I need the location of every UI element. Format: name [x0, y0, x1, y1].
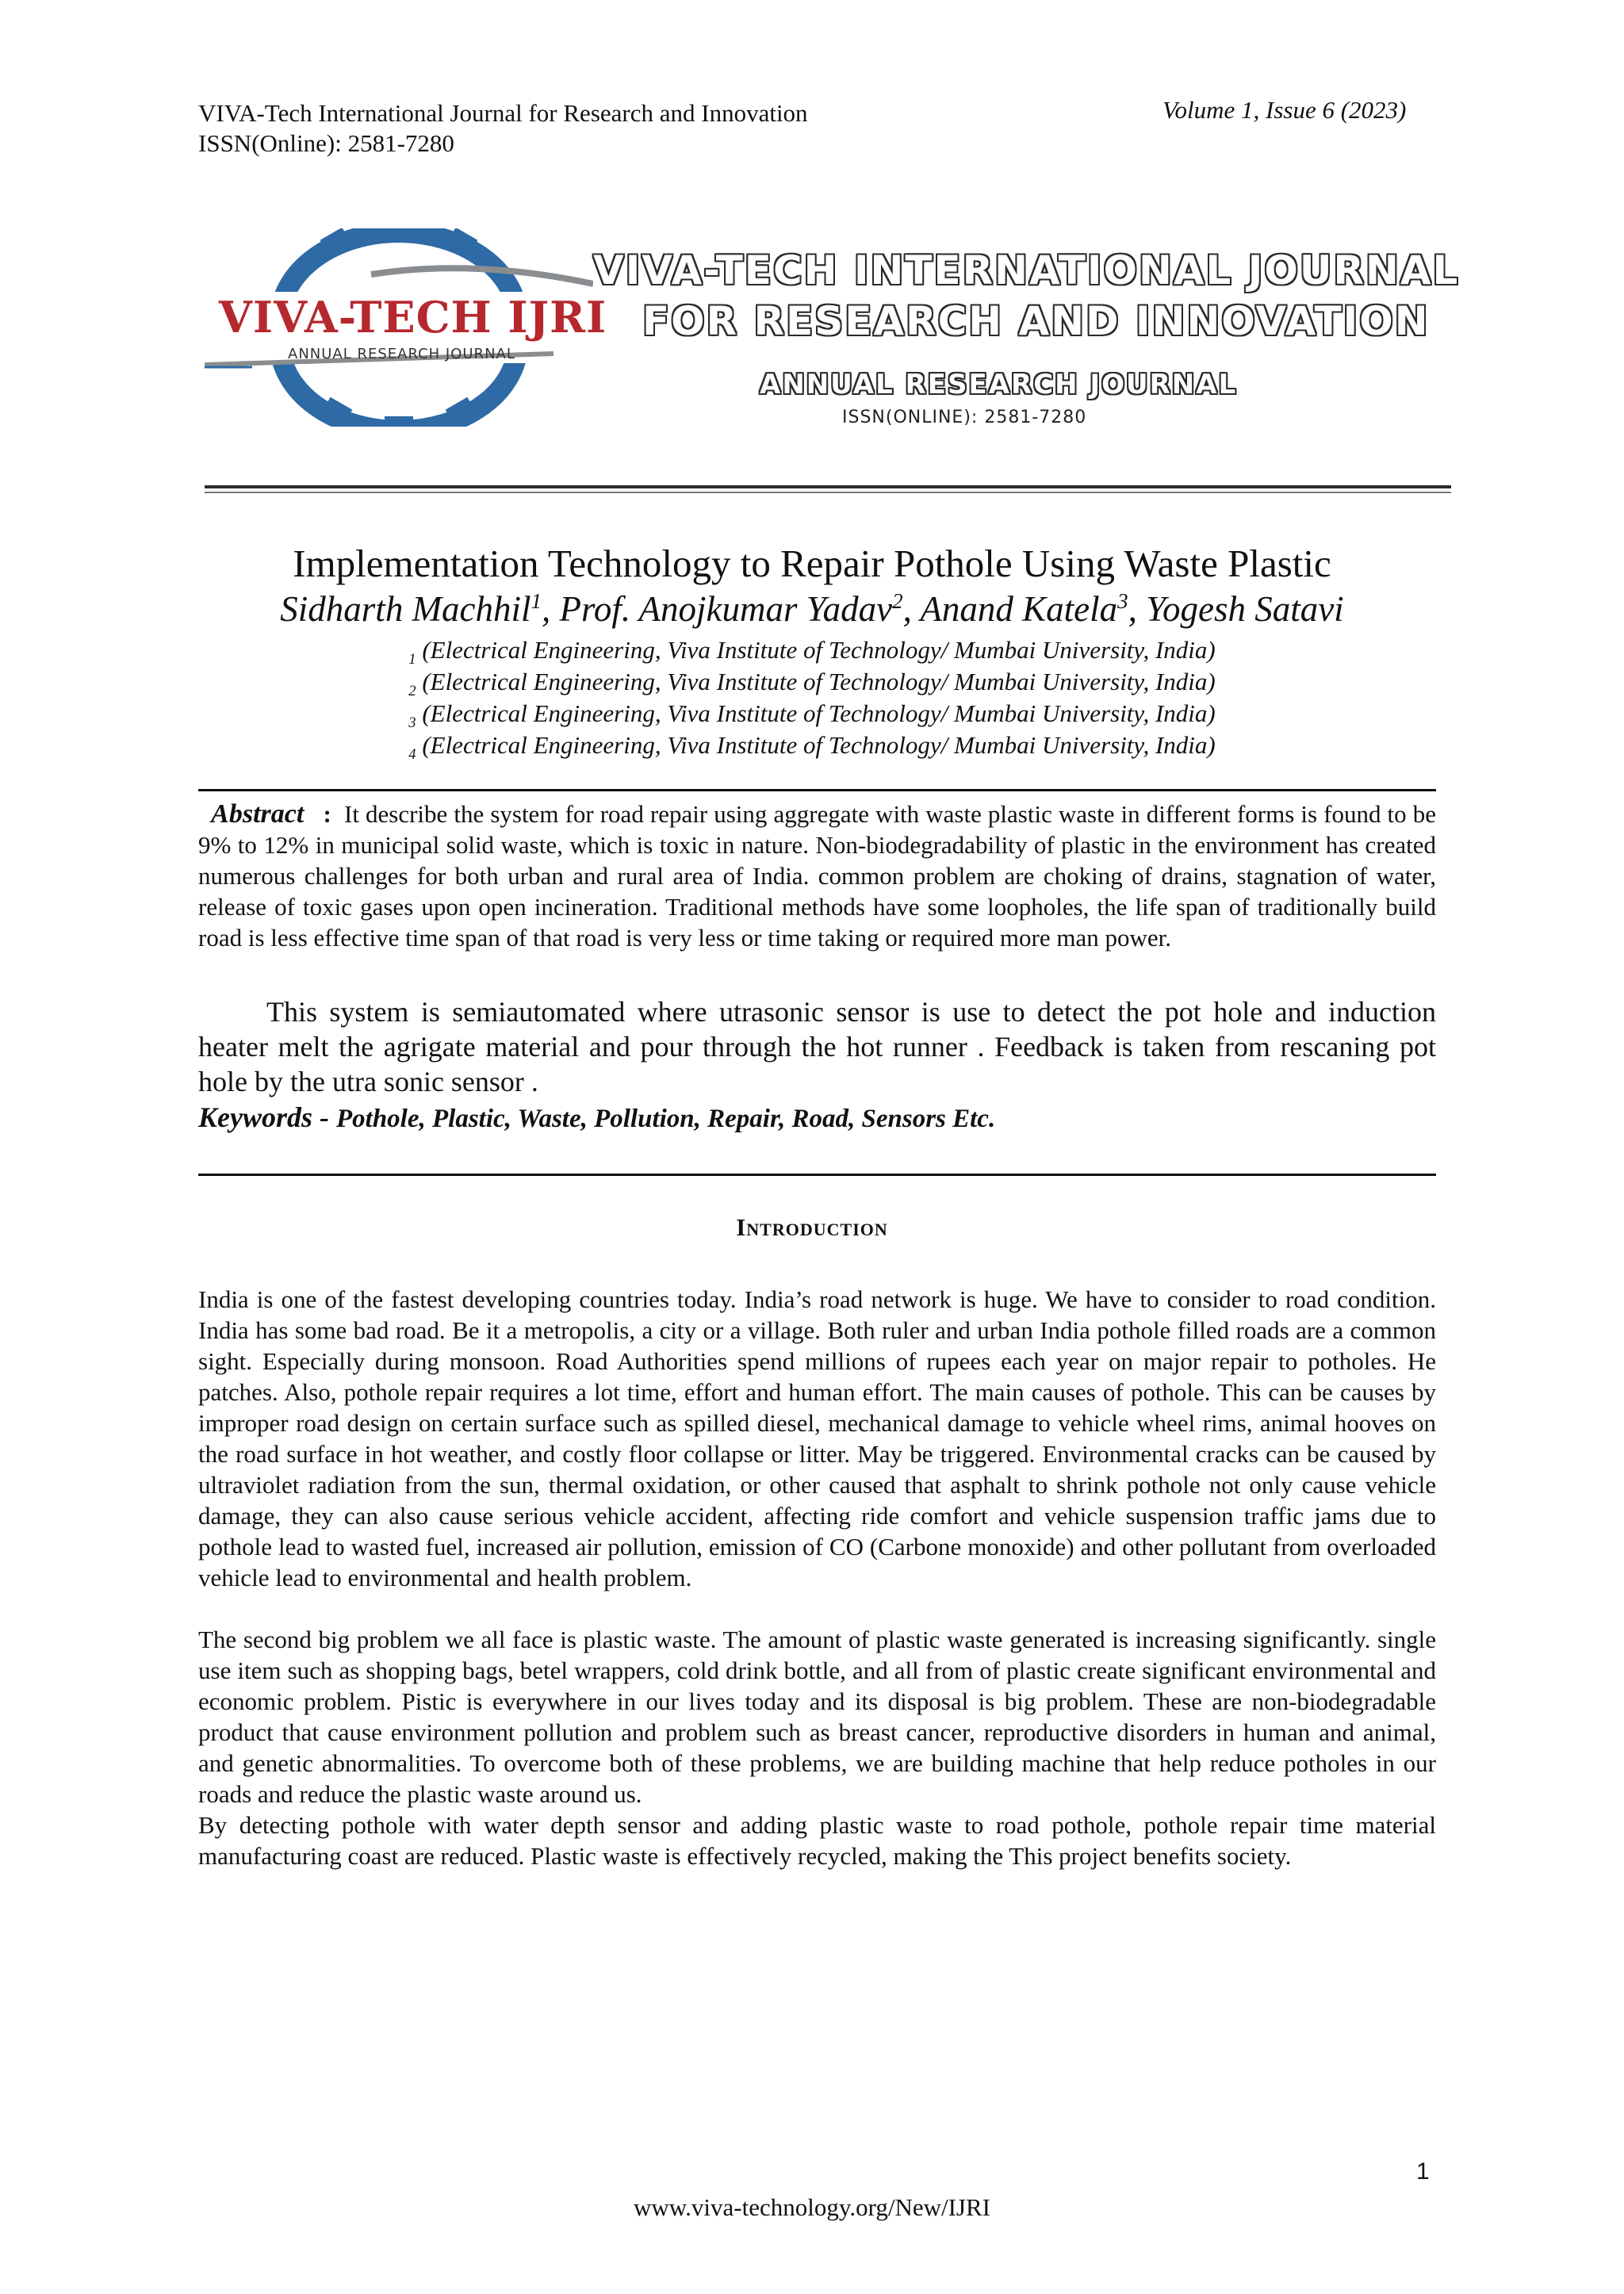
keywords [198, 1101, 995, 1134]
running-header-issn: ISSN(Online): 2581-7280 [198, 129, 454, 157]
running-header-volume: Volume 1, Issue 6 (2023) [1162, 96, 1407, 124]
masthead-issn: ISSN(ONLINE): 2581-7280 [842, 408, 1087, 427]
logo-subtext: ANNUAL RESEARCH JOURNAL [288, 346, 515, 362]
author-3: Anand Katela$^3$, [920, 589, 1147, 629]
abstract-paragraph: Abstract : It describe the system for road repair using aggregate with waste plastic waste in different forms is found to be 9% to 12% in municipal solid waste, which is toxic in nature. Non-biodegradability of plastic in the environment has created numerous challenges for both urban and rural area of India. common problem are choking of drains, stagnation of water, release of toxic gases upon open incineration. Traditional methods have some loopholes, the life span of traditionally build road is less effective time span of that road is very less or time taking or required more man power. [198, 799, 1436, 952]
abstract-top-rule [198, 789, 1436, 791]
masthead-subtitle: ANNUAL RESEARCH JOURNAL [760, 369, 1238, 400]
affiliation-3: $_3$ (Electrical Engineering, Viva Institute of Technology/ Mumbai University, India) [408, 699, 1216, 732]
abstract-label: Abstract [211, 799, 304, 829]
abstract-bottom-rule [198, 1174, 1436, 1176]
keywords-text: Pothole, Plastic, Waste, Pollution, Repair, Road, Sensors Etc. [336, 1105, 996, 1133]
keywords-label: Keywords - [198, 1101, 336, 1133]
intro-paragraph-3: By detecting pothole with water depth sensor and adding plastic waste to road pothole, pothole repair time material manufacturing coast are reduced. Plastic waste is effectively recycled, making the This project benefits society. [198, 1811, 1436, 1870]
section-heading-introduction: Introduction [736, 1213, 888, 1241]
affiliation-1: $_1$ (Electrical Engineering, Viva Institute of Technology/ Mumbai University, India) [408, 636, 1216, 668]
author-2: Prof. Anojkumar Yadav$^2$, [559, 589, 921, 629]
intro-paragraph-2: The second big problem we all face is plastic waste. The amount of plastic waste generated is increasing significantly. single use item such as shopping bags, betel wrappers, cold drink bottle, and all from of plastic create significant environmental and economic problem. Pistic is everywhere in our lives today and its disposal is big problem. These are non-biodegradable product that cause environment pollution and problem such as breast cancer, reproductive disorders in human and animal, and genetic abnormalities. To overcome both of these problems, we are building machine that help reduce potholes in our roads and reduce the plastic waste around us. [198, 1626, 1436, 1808]
affiliation-2: $_2$ (Electrical Engineering, Viva Institute of Technology/ Mumbai University, India) [408, 668, 1216, 700]
masthead-rule-thin [205, 492, 1451, 493]
page-number: 1 [1416, 2158, 1430, 2185]
author-1: Sidharth Machhil$^1$, [280, 589, 560, 629]
abstract-paragraph-2: This system is semiautomated where utrasonic sensor is use to detect the pot hole and induction heater melt the agrigate material and pour through the hot runner . Feedback is taken from rescaning pot hole by the utra sonic sensor . [198, 996, 1436, 1097]
journal-logo [205, 228, 607, 427]
masthead-title-line1: VIVA-TECH INTERNATIONAL JOURNAL [593, 247, 1460, 293]
author-4: Yogesh Satavi [1146, 589, 1344, 629]
intro-paragraph-1: India is one of the fastest developing countries today. India’s road network is huge. We have to consider to road condition. India has some bad road. Be it a metropolis, a city or a village. Both ruler and urban India pothole filled roads are a common sight. Especially during monsoon. Road Authorities spend millions of rupees each year on major repair to potholes. He patches. Also, pothole repair requires a lot time, effort and human effort. The main causes of pothole. This can be causes by improper road design on certain surface such as spilled diesel, mechanical damage to vehicle wheel rims, animal hooves on the road surface in hot weather, and costly floor collapse or litter. May be triggered. Environmental cracks can be caused by ultraviolet radiation from the sun, thermal oxidation, or other caused that asphalt to shrink pothole not only cause vehicle damage, they can also cause serious vehicle accident, affecting ride comfort and vehicle suspension traffic jams due to pothole lead to wasted fuel, increased air pollution, emission of CO (Carbone monoxide) and other pollutant from overloaded vehicle lead to environmental and health problem. [198, 1285, 1436, 1591]
article-title: Implementation Technology to Repair Pothole Using Waste Plastic [293, 542, 1331, 585]
running-header-journal: VIVA-Tech International Journal for Research and Innovation [198, 99, 808, 127]
author-list [0, 588, 1624, 630]
abstract-text: It describe the system for road repair using aggregate with waste plastic waste in different forms is found to be 9% to 12% in municipal solid waste, which is toxic in nature. Non-biodegradability of plastic in the environment has created numerous challenges for both urban and rural area of India. common problem are choking of drains, stagnation of water, release of toxic gases upon open incineration. Traditional methods have some loopholes, the life span of traditionally build road is less effective time span of that road is very less or time taking or required more man power. [198, 800, 1436, 952]
footer-url[interactable]: www.viva-technology.org/New/IJRI [634, 2193, 990, 2221]
masthead-title-line2: FOR RESEARCH AND INNOVATION [642, 298, 1430, 344]
logo-text: VIVA-TECH IJRI [219, 292, 607, 343]
affiliation-4: $_4$ (Electrical Engineering, Viva Institute of Technology/ Mumbai University, India) [408, 731, 1216, 764]
masthead-rule [205, 485, 1451, 488]
